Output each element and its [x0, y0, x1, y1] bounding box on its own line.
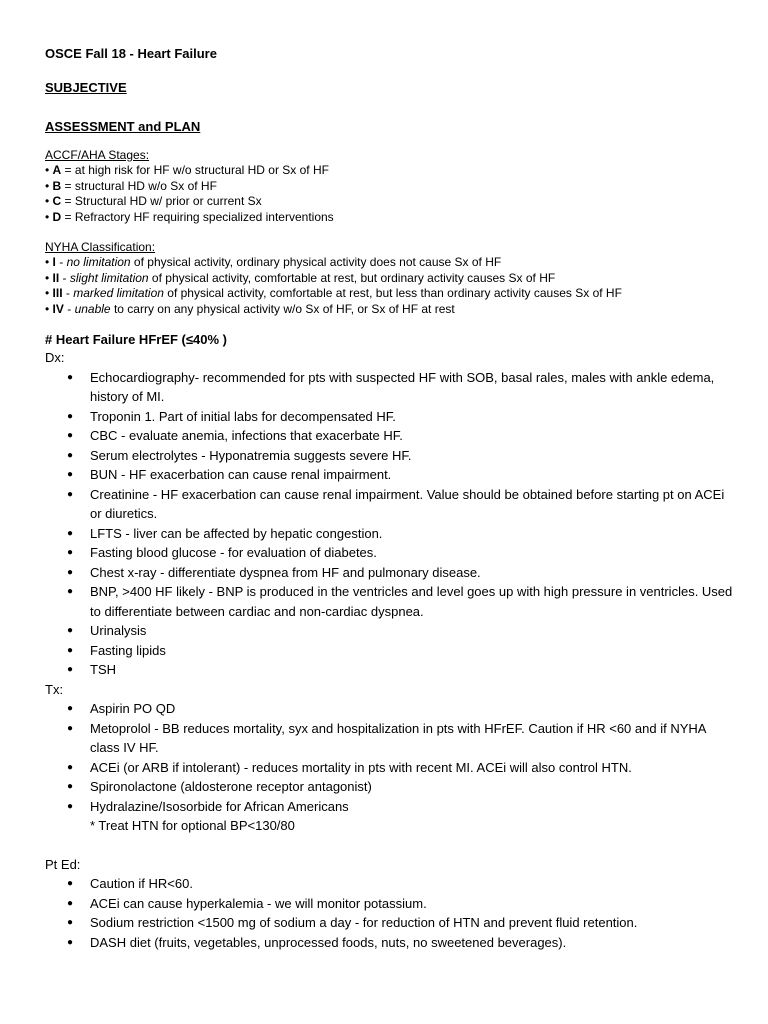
accf-heading: ACCF/AHA Stages:	[45, 148, 150, 162]
class-sep: -	[63, 301, 75, 316]
class-limitation: no limitation	[66, 255, 131, 269]
dx-item: ● Troponin 1. Part of initial labs for decompensated HF.	[45, 407, 738, 427]
tx-item: ● Aspirin PO QD	[45, 699, 738, 719]
class-limitation: marked limitation	[73, 286, 164, 300]
pted-label: Pt Ed:	[45, 856, 81, 872]
accf-stage-item	[45, 179, 738, 195]
pted-list	[45, 874, 738, 952]
pted-item: ● ACEi can cause hyperkalemia - we will monitor potassium.	[45, 894, 738, 914]
accf-stage-item	[45, 163, 738, 179]
dx-label: Dx:	[45, 350, 65, 365]
dx-item: ● BUN - HF exacerbation can cause renal impairment.	[45, 465, 738, 485]
dx-item: ● Creatinine - HF exacerbation can cause renal impairment. Value should be obtained before starting pt on ACEi or diuretics.	[45, 485, 738, 524]
accf-stage-item	[45, 194, 738, 210]
nyha-class-item	[45, 286, 738, 302]
assessment-heading: ASSESSMENT and PLAN	[45, 119, 201, 134]
stage-text: = Structural HD w/ prior or current Sx	[61, 194, 262, 208]
stage-key: C	[52, 194, 62, 208]
class-limitation: slight limitation	[69, 270, 149, 285]
dx-item: ● TSH	[45, 660, 738, 680]
nyha-class-list	[45, 255, 738, 317]
class-text: of physical activity, ordinary physical activity does not cause Sx of HF	[130, 255, 502, 269]
class-text: of physical activity, comfortable at rest, but ordinary activity causes Sx of HF	[148, 270, 556, 285]
class-key: III	[52, 286, 63, 300]
dx-item: ● BNP, >400 HF likely - BNP is produced in the ventricles and level goes up with high pressure in ventricles. Used to differentiate between cardiac and non-cardiac dyspnea.	[45, 582, 738, 621]
nyha-heading: NYHA Classification:	[45, 240, 156, 254]
subjective-heading: SUBJECTIVE	[45, 80, 127, 95]
class-sep: -	[59, 270, 70, 285]
dx-list	[45, 368, 738, 680]
class-key: I	[52, 255, 56, 269]
stage-text: = at high risk for HF w/o structural HD or Sx of HF	[61, 163, 329, 177]
stage-key: D	[52, 209, 62, 224]
nyha-class-item	[45, 302, 738, 318]
class-text: to carry on any physical activity w/o Sx of HF, or Sx of HF at rest	[110, 301, 455, 316]
tx-list	[45, 699, 738, 816]
stage-key: B	[52, 178, 62, 193]
tx-note: * Treat HTN for optional BP<130/80	[90, 818, 295, 833]
accf-stage-item	[45, 210, 738, 226]
tx-label: Tx:	[45, 681, 64, 697]
tx-item: ● Spironolactone (aldosterone receptor antagonist)	[45, 777, 738, 797]
tx-item: ● Hydralazine/Isosorbide for African Americans	[45, 797, 738, 817]
class-key: IV	[52, 301, 64, 316]
dx-item: ● LFTS - liver can be affected by hepatic congestion.	[45, 524, 738, 544]
dx-item: ● CBC - evaluate anemia, infections that exacerbate HF.	[45, 426, 738, 446]
dx-item: ● Serum electrolytes - Hyponatremia suggests severe HF.	[45, 446, 738, 466]
dx-item: ● Fasting lipids	[45, 641, 738, 661]
dx-item: ● Echocardiography- recommended for pts with suspected HF with SOB, basal rales, males with ankle edema, history of MI.	[45, 368, 738, 407]
stage-key: A	[52, 163, 62, 177]
class-sep: -	[62, 286, 74, 300]
dx-item: ● Fasting blood glucose - for evaluation of diabetes.	[45, 543, 738, 563]
pted-item: ● Sodium restriction <1500 mg of sodium a day - for reduction of HTN and prevent fluid retention.	[45, 913, 738, 933]
nyha-class-item	[45, 271, 738, 287]
dx-item: ● Urinalysis	[45, 621, 738, 641]
nyha-class-item	[45, 255, 738, 271]
class-limitation: unable	[74, 301, 111, 316]
document-title: OSCE Fall 18 - Heart Failure	[45, 46, 217, 61]
class-sep: -	[55, 255, 67, 269]
dx-item: ● Chest x-ray - differentiate dyspnea from HF and pulmonary disease.	[45, 563, 738, 583]
stage-text: = structural HD w/o Sx of HF	[61, 178, 217, 193]
tx-item: ● Metoprolol - BB reduces mortality, syx and hospitalization in pts with HFrEF. Caution if HR <60 and if NYHA class IV HF.	[45, 719, 738, 758]
accf-stage-list	[45, 163, 738, 225]
stage-text: = Refractory HF requiring specialized interventions	[61, 209, 334, 224]
pted-item: ● Caution if HR<60.	[45, 874, 738, 894]
class-text: of physical activity, comfortable at rest, but less than ordinary activity causes Sx of HF	[163, 286, 622, 300]
class-key: II	[52, 270, 60, 285]
hf-heading: # Heart Failure HFrEF (≤40% )	[45, 332, 227, 347]
tx-item: ● ACEi (or ARB if intolerant) - reduces mortality in pts with recent MI. ACEi will also control HTN.	[45, 758, 738, 778]
pted-item: ● DASH diet (fruits, vegetables, unprocessed foods, nuts, no sweetened beverages).	[45, 933, 738, 953]
